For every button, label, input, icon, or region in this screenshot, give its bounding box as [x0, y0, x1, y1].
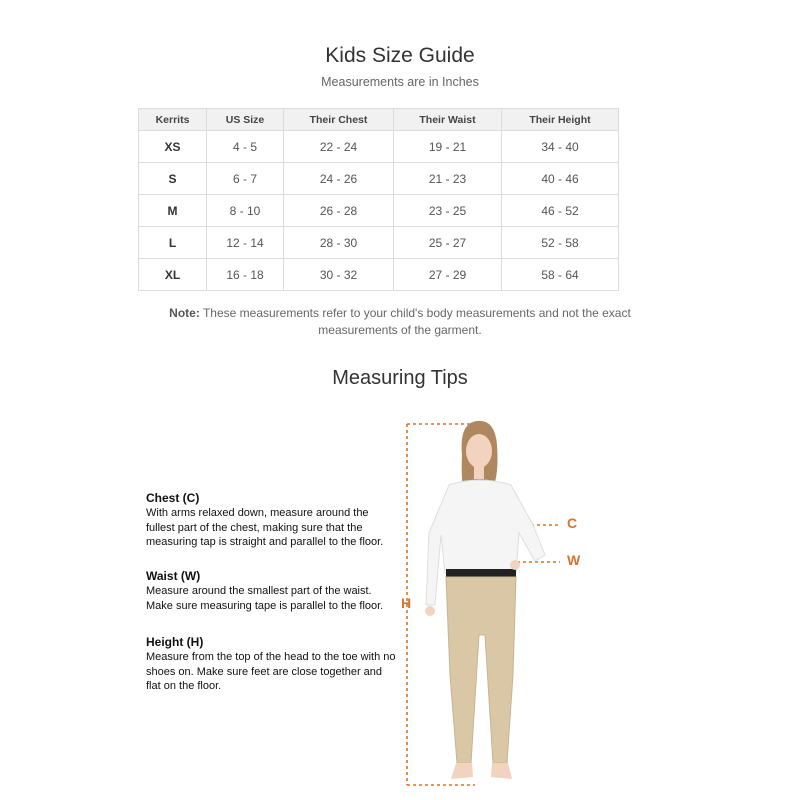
foot-shape	[491, 763, 512, 779]
table-cell: 28 - 30	[284, 227, 394, 259]
table-cell: 16 - 18	[207, 259, 284, 291]
table-row	[139, 259, 619, 291]
table-cell: 26 - 28	[284, 195, 394, 227]
measurement-figure	[395, 415, 595, 795]
table-cell: 52 - 58	[502, 227, 619, 259]
table-row	[139, 195, 619, 227]
note-text: These measurements refer to your child's body measurements and not the exact measurements of the garment.	[199, 306, 631, 337]
hand-shape	[510, 560, 520, 570]
waist-marker-label: W	[567, 552, 581, 568]
column-header-us-size: US Size	[207, 109, 284, 131]
face-shape	[466, 434, 492, 468]
table-cell: 25 - 27	[394, 227, 502, 259]
chest-marker-label: C	[567, 515, 578, 531]
section-title: Measuring Tips	[332, 367, 468, 389]
table-row	[139, 163, 619, 195]
table-cell: 22 - 24	[284, 131, 394, 163]
column-header-height: Their Height	[502, 109, 619, 131]
tip-height	[146, 635, 396, 694]
table-cell: 21 - 23	[394, 163, 502, 195]
table-cell: L	[139, 227, 207, 259]
tip-heading: Waist (W)	[146, 569, 201, 583]
table-cell: 19 - 21	[394, 131, 502, 163]
table-cell: 6 - 7	[207, 163, 284, 195]
table-cell: 40 - 46	[502, 163, 619, 195]
hand-shape	[425, 606, 435, 616]
note-label: Note:	[169, 306, 200, 320]
pants-shape	[446, 577, 516, 763]
neck-shape	[474, 465, 484, 479]
column-header-kerrits: Kerrits	[139, 109, 207, 131]
size-table	[138, 108, 619, 291]
table-cell: 46 - 52	[502, 195, 619, 227]
tip-text: With arms relaxed down, measure around the fullest part of the chest, making sure that the measuring tap is straight and parallel to the floor.	[146, 507, 384, 548]
table-cell: 30 - 32	[284, 259, 394, 291]
table-cell: 23 - 25	[394, 195, 502, 227]
table-cell: 34 - 40	[502, 131, 619, 163]
table-cell: 24 - 26	[284, 163, 394, 195]
tip-text: Measure around the smallest part of the waist. Make sure measuring tape is parallel to the floor.	[146, 585, 384, 612]
page-subtitle: Measurements are in Inches	[321, 75, 479, 89]
column-header-chest: Their Chest	[284, 109, 394, 131]
tip-text: Measure from the top of the head to the toe with no shoes on. Make sure feet are close together and flat on the floor.	[146, 651, 396, 692]
table-cell: XS	[139, 131, 207, 163]
table-header-row	[139, 109, 619, 131]
belt-shape	[446, 569, 516, 577]
table-cell: 8 - 10	[207, 195, 284, 227]
tip-waist	[146, 569, 396, 613]
table-cell: 12 - 14	[207, 227, 284, 259]
height-marker-label: H	[401, 595, 412, 611]
measurement-note	[150, 305, 650, 339]
table-cell: 4 - 5	[207, 131, 284, 163]
page-title: Kids Size Guide	[325, 44, 475, 67]
table-cell: XL	[139, 259, 207, 291]
child-figure-illustration	[395, 415, 595, 795]
table-cell: S	[139, 163, 207, 195]
tip-heading: Chest (C)	[146, 491, 200, 505]
table-row	[139, 131, 619, 163]
tip-chest	[146, 491, 396, 550]
table-cell: M	[139, 195, 207, 227]
column-header-waist: Their Waist	[394, 109, 502, 131]
table-cell: 58 - 64	[502, 259, 619, 291]
foot-shape	[451, 763, 473, 779]
table-row	[139, 227, 619, 259]
tip-heading: Height (H)	[146, 635, 204, 649]
table-cell: 27 - 29	[394, 259, 502, 291]
